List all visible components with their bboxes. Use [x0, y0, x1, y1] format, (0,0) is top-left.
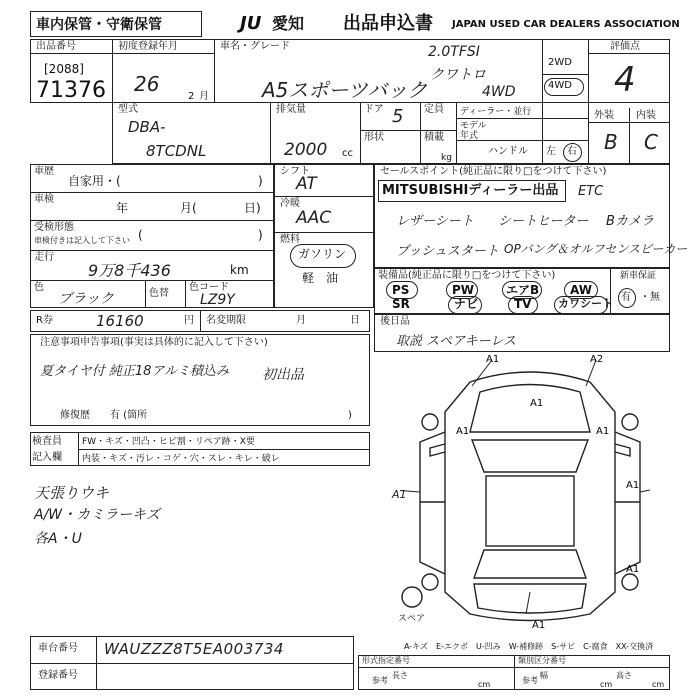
width-label: 幅 — [540, 671, 548, 680]
handle-left: 左 — [546, 146, 556, 157]
load-label: 積載 — [424, 132, 444, 143]
name-change-month: 月 — [296, 315, 306, 326]
brand-stamp-text: MITSUBISHIディーラー出品 — [382, 183, 559, 198]
dealer-label: ディーラー・並行 — [460, 107, 532, 117]
equip-sr: SR — [392, 297, 410, 311]
shift-label: シフト — [280, 166, 310, 177]
color-label: 色 — [34, 282, 44, 293]
history-close: ) — [258, 174, 263, 188]
car-diagram — [400, 352, 660, 632]
model-year-label: モデル — [460, 121, 487, 131]
ac-label: 冷暖 — [280, 198, 300, 209]
warranty-no: ・無 — [640, 292, 660, 303]
mirror-left — [430, 444, 445, 456]
spare-tire — [402, 587, 422, 607]
inspector-legend1: FW・キズ・凹凸・ヒビ割・リペア跡・X要 — [82, 437, 255, 447]
storage-label: 車内保管・守衛保管 — [36, 17, 162, 33]
equip-pw: PW — [452, 283, 475, 297]
wheel-rear-left — [422, 574, 438, 590]
equip-circle-tv — [508, 296, 538, 314]
height-label: 高さ — [616, 671, 632, 680]
shape-label: 形状 — [364, 132, 384, 143]
equip-tv: TV — [514, 297, 532, 311]
lot-number-label: 出品番号 — [36, 41, 76, 52]
kg-unit: kg — [441, 153, 452, 163]
month-unit: 月 — [199, 91, 209, 102]
wheel-front-right — [622, 414, 638, 430]
handle-right: 右 — [567, 146, 577, 157]
selling-etc: ETC — [578, 184, 604, 199]
equip-seat: カワシート — [558, 297, 613, 310]
mark-a1-left-side: A1 — [392, 488, 407, 501]
car-trunk — [474, 584, 586, 613]
mark-a1-rear: A1 — [532, 620, 546, 631]
inspection-month: 月( — [180, 201, 197, 215]
first-reg-month: 2 — [188, 91, 195, 102]
shift-value: AT — [296, 174, 317, 194]
type-label: 型式 — [118, 104, 138, 115]
notes-value1: 夏タイヤ付 純正18アルミ積込み — [40, 364, 229, 379]
color-value: ブラック — [58, 291, 114, 307]
recycle-value: 16160 — [96, 312, 144, 330]
model-name: A5スポーツバック — [262, 78, 428, 102]
damage-legend: A-キズ E-エクボ U-凹み W-補修跡 S-サビ C-腐食 XX-交換済 — [404, 642, 654, 651]
recycle-label: R券 — [36, 315, 53, 326]
registration-label: 登録番号 — [38, 670, 78, 681]
car-roof — [486, 476, 574, 546]
type-value2: 8TCDNL — [146, 142, 207, 160]
wheel-rear-right — [622, 574, 638, 590]
mark-a1-front-left: A1 — [486, 354, 500, 365]
name-change-label: 名変期限 — [206, 315, 246, 326]
length-cm: cm — [478, 680, 491, 689]
height-cm: cm — [652, 680, 665, 689]
inspector-label1: 検査員 — [32, 436, 62, 447]
mark-a1-rear-right: A1 — [626, 564, 640, 575]
notes-value2: 初出品 — [262, 367, 304, 383]
mark-a1-hood: A1 — [530, 398, 544, 409]
cc-unit: cc — [342, 148, 353, 159]
repair-close: ) — [348, 410, 352, 421]
inspector-hand1: 天張りウキ — [34, 484, 110, 502]
equip-ps: PS — [392, 283, 410, 297]
car-outline — [445, 372, 615, 621]
inspector-legend2: 内装・キズ・汚レ・コゲ・穴・スレ・キレ・破レ — [82, 454, 280, 464]
model-year-label2: 年式 — [460, 131, 479, 141]
car-windshield — [472, 440, 588, 472]
interior-label: 内装 — [636, 110, 656, 121]
new-car-warranty-label: 新車保証 — [620, 271, 657, 281]
inspector-hand3: 各A・U — [34, 531, 82, 547]
accept-open: ( — [138, 228, 143, 242]
accept-label: 受検形態 — [34, 222, 74, 233]
mileage-label: 走行 — [34, 252, 54, 263]
equip-circle-ps — [386, 281, 418, 299]
notes-label: 注意事項申告事項(事実は具体的に記入して下さい) — [40, 337, 268, 348]
inspection-label: 車検 — [34, 194, 54, 205]
mark-a2-front-right: A2 — [590, 354, 604, 365]
accept-sub: 車検付きは記入して下さい — [34, 236, 130, 245]
form-number-label: 形式指定番号 — [362, 656, 410, 665]
document-title: 出品申込書 — [343, 13, 433, 34]
fuel-diesel: 軽 油 — [302, 271, 339, 285]
drive-2wd: 2WD — [548, 57, 572, 68]
fuel-gas: ガソリン — [298, 247, 347, 261]
exterior-score: B — [604, 130, 618, 154]
grade-line2: クワトロ — [430, 67, 486, 83]
selling-heater: シートヒーター — [498, 214, 589, 229]
wheel-front-left — [422, 414, 438, 430]
inspector-label2: 記入欄 — [32, 452, 62, 463]
rear-items-label: 後日品 — [380, 316, 410, 327]
ju-logo: JU — [240, 13, 262, 34]
selling-leather: レザーシート — [396, 214, 474, 229]
doors-value: 5 — [392, 106, 404, 127]
length-label: 長さ — [392, 671, 408, 680]
history-value: 自家用・( — [68, 174, 121, 188]
chassis-label: 車台番号 — [38, 643, 78, 654]
handle-label: ハンドル — [488, 146, 528, 157]
drive-4wd: 4WD — [548, 80, 572, 91]
mark-a1-right-side: A1 — [626, 480, 640, 491]
rear-items-value: 取説 スペアキーレス — [396, 334, 516, 349]
selling-camera: Bカメラ — [606, 214, 654, 229]
equip-airbag: エアB — [506, 283, 540, 297]
model-grade-label: 車名・グレード — [220, 41, 290, 52]
doors-label: ドア — [364, 104, 384, 115]
ref-label-1: 参考 — [372, 676, 388, 685]
selling-push-start: プッシュスタート — [396, 244, 499, 259]
capacity-label: 定員 — [424, 104, 444, 115]
selling-label: セールスポイント(純正品に限り□をつけて下さい) — [380, 166, 607, 177]
inspection-day: 日) — [244, 201, 261, 215]
color-change-label: 色替 — [149, 288, 169, 299]
grade-line3: 4WD — [482, 84, 516, 100]
chassis-value: WAUZZZ8T5EA003734 — [104, 640, 284, 658]
history-label: 車歴 — [34, 166, 54, 177]
displacement-label: 排気量 — [276, 104, 306, 115]
score-label: 評価点 — [610, 41, 640, 52]
equip-aw: AW — [570, 283, 592, 297]
equip-circle-navi — [448, 296, 482, 314]
score-value: 4 — [614, 60, 636, 100]
lot-number-small: [2088] — [44, 62, 84, 76]
exterior-label: 外装 — [594, 110, 614, 121]
equip-navi: ナビ — [454, 297, 479, 311]
lot-number: 71376 — [36, 78, 106, 103]
selling-speaker: OPバング＆オルフセンスピーカー — [504, 242, 688, 256]
repair-value: 有 (箇所 — [110, 410, 148, 421]
mirror-right — [615, 444, 630, 456]
car-rear-window — [474, 550, 586, 578]
class-number-label: 類別区分番号 — [518, 656, 566, 665]
inspection-year: 年 — [116, 201, 129, 215]
association-name: JAPAN USED CAR DEALERS ASSOCIATION — [452, 19, 680, 30]
color-code-label: 色コード — [189, 282, 229, 293]
accept-close: ) — [258, 228, 263, 242]
mark-a1-right-front: A1 — [596, 426, 610, 437]
km-unit: km — [230, 263, 249, 277]
type-value1: DBA- — [128, 118, 166, 136]
equip-circle-seat — [554, 296, 608, 314]
color-code-value: LZ9Y — [200, 292, 235, 308]
grade-line1: 2.0TFSI — [428, 44, 480, 60]
name-change-day: 日 — [350, 315, 360, 326]
repair-label: 修復歴 — [60, 410, 90, 421]
mark-a1-front-bumper: A1 — [456, 426, 470, 437]
fuel-label: 燃料 — [280, 234, 300, 245]
ref-label-2: 参考 — [522, 676, 538, 685]
spare-label: スペア — [398, 614, 426, 624]
first-reg-year: 26 — [134, 72, 160, 96]
logo-region: 愛知 — [272, 14, 305, 33]
first-reg-label: 初度登録年月 — [118, 41, 178, 52]
mileage-value: 9万8千436 — [88, 261, 171, 280]
warranty-yes: 有 — [621, 292, 631, 303]
interior-score: C — [644, 130, 658, 154]
equipment-label: 装備品(純正品に限り□をつけて下さい) — [378, 270, 556, 281]
width-cm: cm — [600, 680, 613, 689]
inspector-hand2: A/W・カミラーキズ — [34, 507, 160, 523]
ac-value: AAC — [296, 208, 332, 228]
recycle-yen: 円 — [184, 315, 194, 326]
displacement-value: 2000 — [284, 140, 328, 160]
